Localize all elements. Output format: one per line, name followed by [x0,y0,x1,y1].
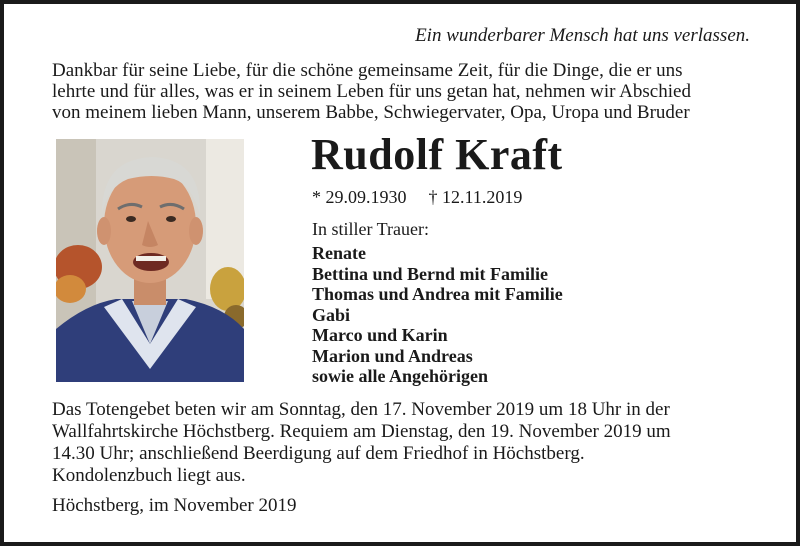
intro-line: lehrte und für alles, was er in seinem Leben für uns getan hat, nehmen wir Abschied [52,81,691,102]
mourner-entry: Gabi [312,304,351,325]
service-info-line: 14.30 Uhr; anschließend Beerdigung auf dem Friedhof in Höchstberg. [52,443,585,464]
intro-line: von meinem lieben Mann, unserem Babbe, Schwiegervater, Opa, Uropa und Bruder [52,102,690,123]
birth-date: * 29.09.1930 [312,187,407,207]
mourners-list [312,243,563,387]
service-info-line: Das Totengebet beten wir am Sonntag, den 17. November 2019 um 18 Uhr in der [52,399,670,420]
mourner-entry: Bettina und Bernd mit Familie [312,263,549,284]
mourning-label: In stiller Trauer: [312,219,429,239]
memorial-quote: Ein wunderbarer Mensch hat uns verlassen. [415,25,750,46]
mourner-entry: Thomas und Andrea mit Familie [312,284,563,304]
service-info-line: Wallfahrtskirche Höchstberg. Requiem am Dienstag, den 19. November 2019 um [52,421,671,442]
mourner-entry: Marco und Karin [312,325,448,345]
deceased-name: Rudolf Kraft [311,130,563,179]
intro-line: Dankbar für seine Liebe, für die schöne gemeinsame Zeit, für die Dinge, die er uns [52,60,683,81]
mourner-entry: sowie alle Angehörigen [312,366,488,386]
portrait-photo [56,139,244,382]
mourner-entry: Marion und Andreas [312,345,473,366]
mourner-entry: Renate [312,243,366,263]
service-info-line: Kondolenzbuch liegt aus. [52,465,246,486]
service-info [52,399,671,487]
place-and-date: Höchstberg, im November 2019 [52,495,297,516]
death-date: † 12.11.2019 [428,187,523,207]
intro-text [52,60,752,123]
life-dates [312,186,522,208]
